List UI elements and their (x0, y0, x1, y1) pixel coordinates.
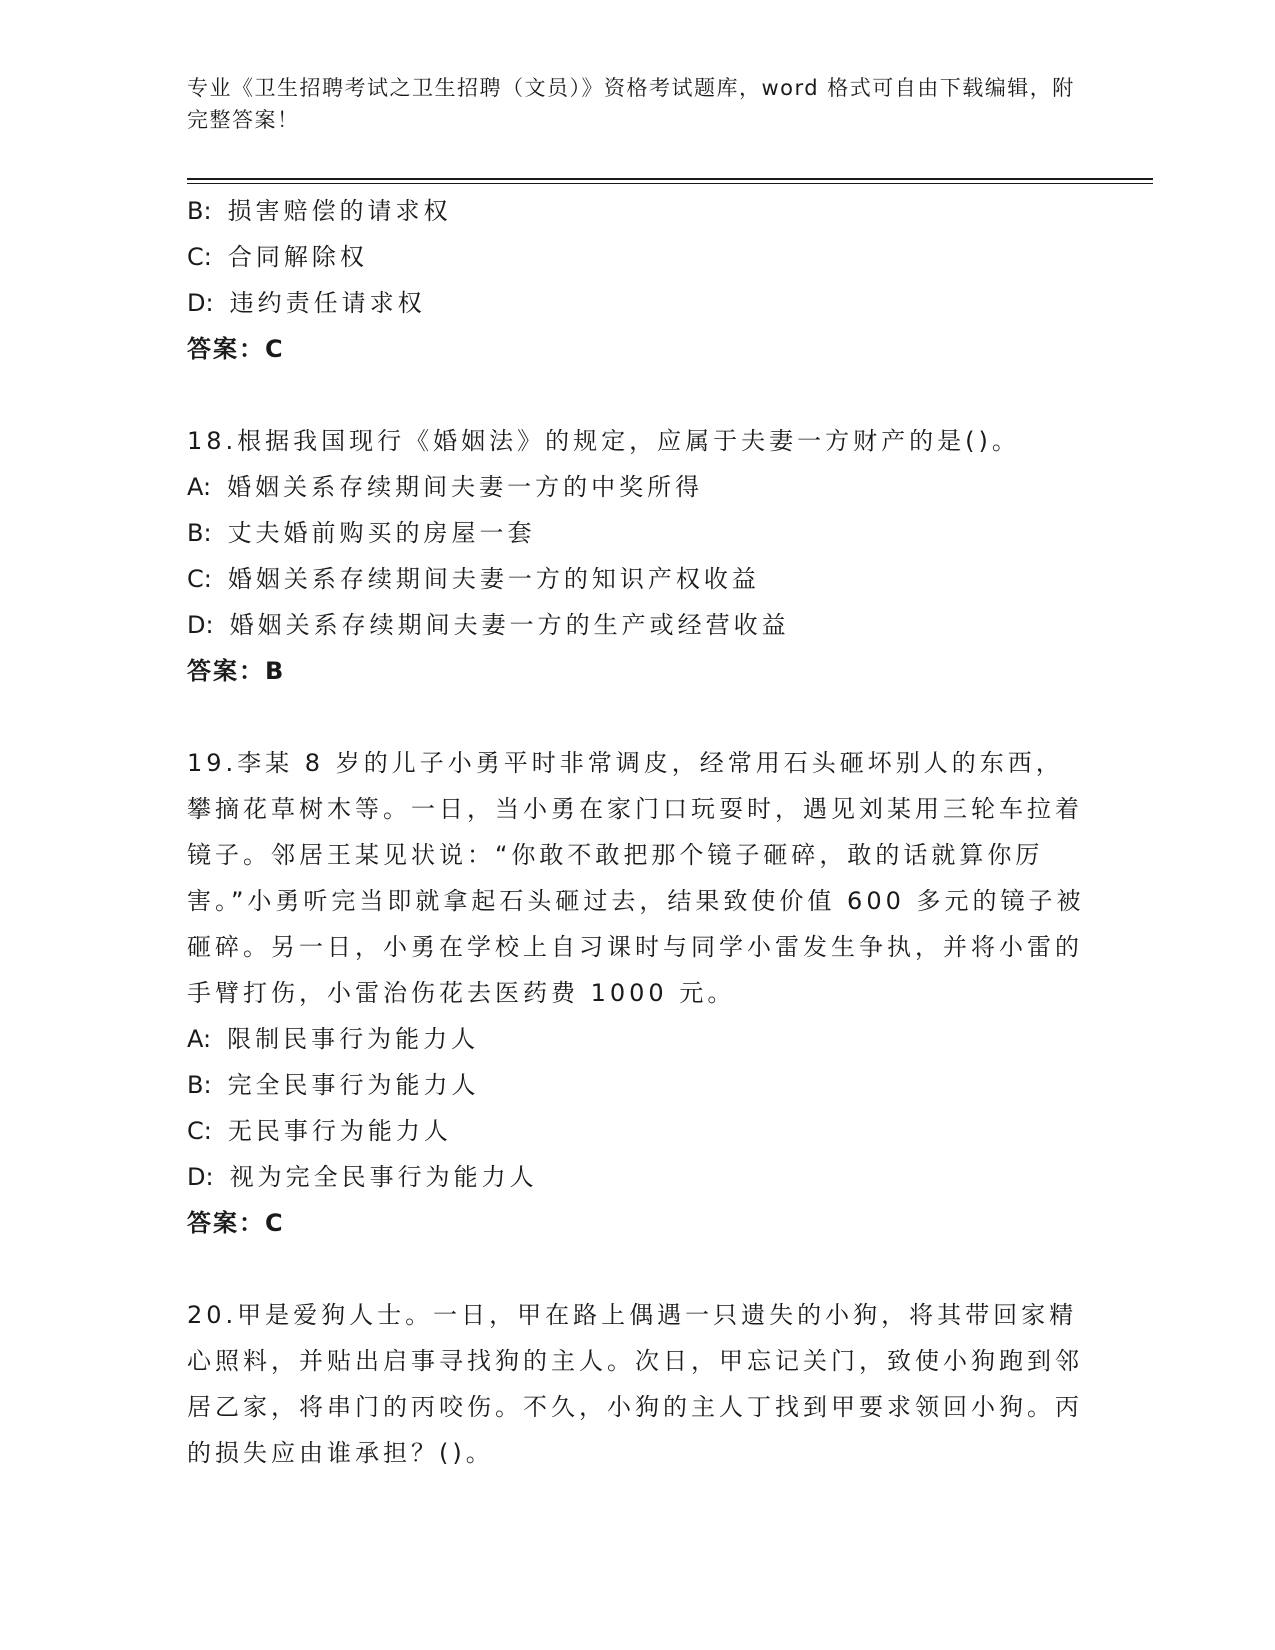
answer: 答案：B (187, 657, 286, 685)
question-17-block (187, 188, 1087, 372)
option-d: D: 违约责任请求权 (187, 289, 426, 317)
option-d: D: 婚姻关系存续期间夫妻一方的生产或经营收益 (187, 611, 790, 639)
option-c: C: 婚姻关系存续期间夫妻一方的知识产权收益 (187, 565, 760, 593)
option-a: A: 限制民事行为能力人 (187, 1025, 480, 1053)
question-content (187, 188, 1087, 1476)
option-c: C: 合同解除权 (187, 243, 368, 271)
question-stem: 20.甲是爱狗人士。一日，甲在路上偶遇一只遗失的小狗，将其带回家精心照料，并贴出启事寻找狗的主人。次日，甲忘记关门，致使小狗跑到邻居乙家，将串门的丙咬伤。不久，小狗的主人丁找到甲要求领回小狗。丙的损失应由谁承担？()。 (187, 1301, 1083, 1467)
answer: 答案：C (187, 1209, 285, 1237)
page-header: 专业《卫生招聘考试之卫生招聘（文员）》资格考试题库，word 格式可自由下载编辑，附完整答案！ (187, 76, 1075, 132)
header-rule-thick (187, 178, 1153, 180)
question-20-block (187, 1292, 1087, 1476)
question-18-block (187, 418, 1087, 694)
question-19-block (187, 740, 1087, 1246)
header-rule-thin (187, 183, 1153, 184)
question-stem: 18.根据我国现行《婚姻法》的规定，应属于夫妻一方财产的是()。 (187, 427, 1020, 455)
option-a: A: 婚姻关系存续期间夫妻一方的中奖所得 (187, 473, 704, 501)
question-stem: 19.李某 8 岁的儿子小勇平时非常调皮，经常用石头砸坏别人的东西，攀摘花草树木等。一日，当小勇在家门口玩耍时，遇见刘某用三轮车拉着镜子。邻居王某见状说：“你敢不敢把那个镜子砸碎，敢的话就算你厉害。”小勇听完当即就拿起石头砸过去，结果致使价值 600 多元的镜子被砸碎。另一日，小勇在学校上自习课时与同学小雷发生争执，并将小雷的手臂打伤，小雷治伤花去医药费 1000 元。 (187, 749, 1085, 1007)
option-d: D: 视为完全民事行为能力人 (187, 1163, 538, 1191)
option-b: B: 损害赔偿的请求权 (187, 197, 452, 225)
answer: 答案：C (187, 335, 285, 363)
option-b: B: 丈夫婚前购买的房屋一套 (187, 519, 536, 547)
option-c: C: 无民事行为能力人 (187, 1117, 452, 1145)
option-b: B: 完全民事行为能力人 (187, 1071, 480, 1099)
